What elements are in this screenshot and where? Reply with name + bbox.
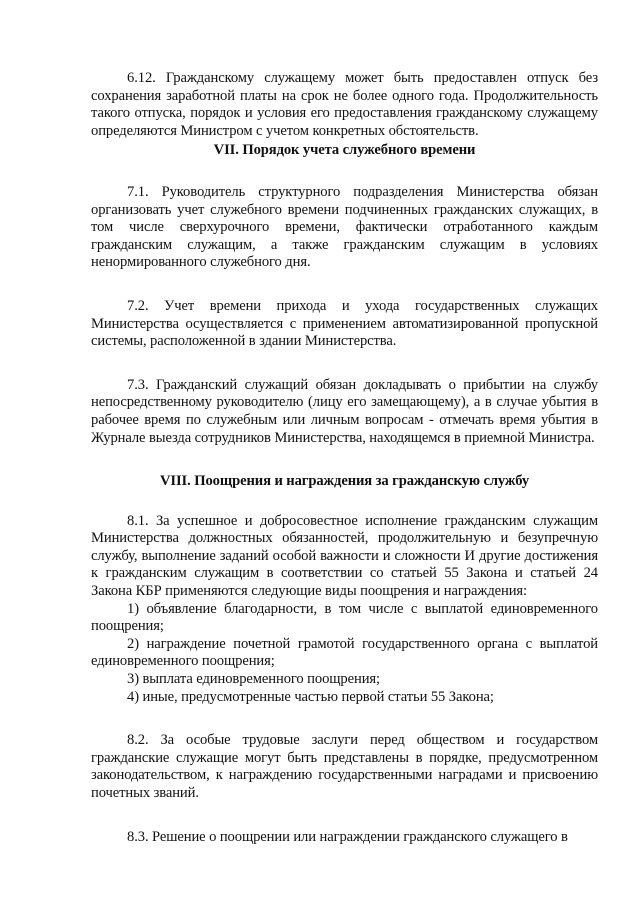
list-item-1: 1) объявление благодарности, в том числе с выплатой единовременного поощрения; [91,600,598,635]
paragraph-8-1: 8.1. За успешное и добросовестное исполнение гражданским служащим Министерства должностных обязанностей, продолжительную и безупречную службу, выполнение заданий особой важности и сложности И другие достижения к гражданским служащим в соответствии со статьей 55 Закона и статьей 24 Закона КБР применяются следующие виды поощрения и награждения: [91,512,598,600]
list-item-4: 4) иные, предусмотренные частью первой статьи 55 Закона; [127,688,494,705]
list-item-2: 2) награждение почетной грамотой государственного органа с выплатой единовременного поощрения; [91,635,598,670]
paragraph-6-12: 6.12. Гражданскому служащему может быть предоставлен отпуск без сохранения заработной платы на срок не более одного года. Продолжительность такого отпуска, порядок и условия его предоставления гражданскому служащему определяются Министром с учетом конкретных обстоятельств. [91,70,598,139]
paragraph-8-2: 8.2. За особые трудовые заслуги перед обществом и государством гражданские служащие могут быть представлены в порядке, предусмотренном законодательством, к награждению государственными наградами и присвоению почетных званий. [91,732,598,801]
list-item-3: 3) выплата единовременного поощрения; [127,671,380,688]
section-7-heading: VII. Порядок учета служебного времени [213,142,476,159]
paragraph-7-1: 7.1. Руководитель структурного подразделения Министерства обязан организовать учет служебного времени подчиненных гражданских служащих, в том числе сверхурочного времени, фактически отработанного каждым гражданским служащим, а также гражданским служащим в условиях ненормированного служебного дня. [91,183,598,271]
section-8-heading: VIII. Поощрения и награждения за гражданскую службу [159,473,530,490]
paragraph-7-3: 7.3. Гражданский служащий обязан докладывать о прибытии на службу непосредственному руководителю (лицу его замещающему), а в случае убытия в рабочее время по служебным или личным вопросам - отмечать время убытия в Журнале выезда сотрудников Министерства, находящемся в приемной Министра. [91,376,598,446]
document-page [91,70,598,846]
paragraph-8-3: 8.3. Решение о поощрении или награждении гражданского служащего в [127,828,568,845]
paragraph-7-2: 7.2. Учет времени прихода и ухода государственных служащих Министерства осуществляется с применением автоматизированной пропускной системы, расположенной в здании Министерства. [91,297,598,350]
